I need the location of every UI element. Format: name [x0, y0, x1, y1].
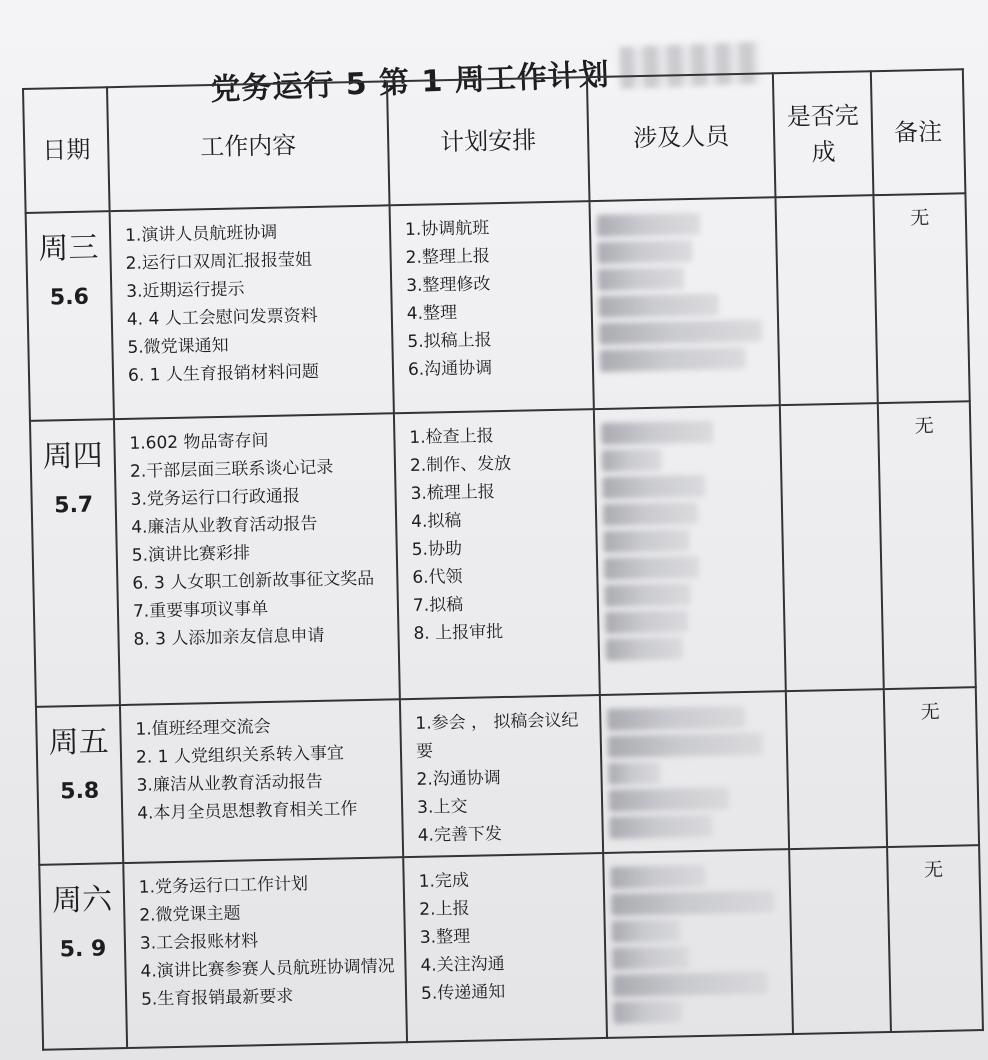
content-item: 5.微党课通知 — [127, 335, 229, 358]
redacted-name — [608, 762, 660, 785]
plan-item: 3.整理 — [419, 926, 471, 948]
content-item: 4.廉洁从业教育活动报告 — [131, 513, 318, 538]
date-cell — [30, 419, 120, 707]
header-date: 日期 — [23, 87, 110, 213]
redacted-name — [605, 583, 691, 607]
redacted-name — [597, 240, 692, 264]
plan-item: 1.完成 — [418, 870, 470, 892]
people-cell-redacted — [589, 197, 779, 409]
redacted-name — [612, 919, 681, 942]
plan-item: 4.拟稿 — [410, 510, 462, 532]
people-cell-redacted — [603, 849, 793, 1038]
content-item: 1.602 物品寄存间 — [129, 430, 269, 454]
plan-cell — [400, 695, 603, 857]
header-people: 涉及人员 — [587, 73, 776, 201]
plan-item: 4.完善下发 — [417, 824, 503, 846]
redacted-name — [613, 972, 768, 997]
content-item: 1.值班经理交流会 — [135, 716, 271, 740]
plan-item: 3.上交 — [416, 796, 468, 818]
plan-item: 2.整理上报 — [405, 246, 491, 269]
done-cell — [786, 689, 887, 849]
plan-item: 5.协助 — [411, 538, 463, 560]
content-item: 2.干部层面三联系谈心记录 — [129, 457, 334, 482]
content-cell — [120, 699, 403, 863]
plan-item: 5.拟稿上报 — [407, 330, 492, 352]
redacted-name — [612, 946, 690, 970]
plan-item: 1.协调航班 — [404, 218, 490, 241]
redacted-name — [603, 529, 689, 553]
content-cell — [123, 857, 407, 1048]
content-item: 6. 3 人女职工创新故事征文奖品 — [132, 568, 375, 594]
redacted-name — [613, 1000, 682, 1023]
plan-item: 2.上报 — [419, 898, 470, 920]
date-cell — [26, 211, 114, 421]
date-number: 5.7 — [53, 492, 94, 519]
content-item: 4.演讲比赛参赛人员航班协调情况 — [140, 956, 395, 982]
note-cell: 无 — [887, 845, 983, 1032]
done-cell — [780, 403, 884, 691]
header-done: 是否完成 — [773, 71, 874, 197]
header-note: 备注 — [871, 69, 966, 195]
content-item: 2.微党课主题 — [139, 903, 241, 926]
done-cell — [775, 195, 877, 405]
content-item: 8. 3 人添加亲友信息申请 — [133, 625, 325, 650]
content-cell — [110, 205, 394, 419]
redacted-name — [608, 733, 763, 758]
content-item: 1.演讲人员航班协调 — [124, 222, 278, 246]
content-cell — [114, 413, 400, 705]
note-cell: 无 — [873, 193, 969, 403]
redacted-name — [609, 815, 713, 839]
content-item: 4. 4 人工会慰问发票资料 — [126, 305, 318, 330]
document-title: 党务运行 5 第 1 周工作计划 — [209, 57, 611, 108]
plan-item: 3.整理修改 — [406, 274, 491, 296]
plan-cell — [394, 409, 600, 699]
table-row — [26, 193, 970, 421]
plan-item: 4.整理 — [406, 302, 458, 324]
content-item: 1.党务运行口工作计划 — [138, 874, 309, 898]
content-item: 3.廉洁从业教育活动报告 — [136, 771, 324, 796]
weekly-plan-table — [22, 68, 984, 1051]
redacted-name — [603, 502, 698, 526]
redacted-name — [606, 637, 684, 661]
content-item: 6. 1 人生育报销材料问题 — [127, 361, 320, 386]
plan-cell — [403, 853, 607, 1042]
redacted-name — [599, 320, 763, 345]
plan-item: 6.代领 — [412, 566, 463, 588]
date-number: 5.8 — [59, 778, 100, 805]
plan-item: 3.梳理上报 — [410, 482, 496, 504]
plan-item: 6.沟通协调 — [407, 358, 493, 380]
plan-item: 1.检查上报 — [409, 426, 494, 448]
redacted-name — [604, 556, 699, 580]
redacted-name — [597, 213, 701, 237]
note-cell: 无 — [884, 687, 979, 847]
plan-item: 2.沟通协调 — [416, 768, 502, 790]
content-item: 5.生育报销最新要求 — [140, 986, 294, 1010]
date-number: 5.6 — [49, 284, 90, 311]
redacted-name — [598, 293, 719, 318]
content-item: 3.工会报账材料 — [139, 931, 259, 954]
table-row — [36, 687, 979, 865]
date-cell — [36, 705, 123, 865]
content-item: 4.本月全员思想教育相关工作 — [137, 799, 358, 824]
content-item: 2.运行口双周汇报报莹姐 — [125, 249, 313, 274]
plan-item: 4.关注沟通 — [420, 954, 505, 976]
done-cell — [789, 847, 891, 1034]
plan-item: 7.拟稿 — [412, 594, 464, 616]
table-row — [39, 845, 983, 1050]
weekday: 周四 — [42, 438, 104, 475]
people-cell-redacted — [600, 691, 789, 853]
plan-item: 8. 上报审批 — [413, 622, 504, 644]
header-plan: 计划安排 — [387, 77, 590, 205]
content-item: 3.党务运行口行政通报 — [130, 486, 301, 510]
weekday: 周三 — [38, 230, 99, 267]
date-cell — [39, 863, 127, 1050]
redacted-name — [607, 706, 745, 731]
redacted-name — [610, 865, 705, 889]
weekday: 周六 — [51, 882, 113, 919]
plan-item: 2.制作、发放 — [409, 453, 512, 476]
content-item: 5.演讲比赛彩排 — [131, 543, 251, 566]
content-item: 3.近期运行提示 — [126, 279, 245, 302]
redacted-name — [602, 449, 663, 472]
table-row — [30, 401, 976, 707]
header-content: 工作内容 — [107, 81, 390, 211]
redacted-name — [598, 267, 684, 291]
redacted-name — [609, 787, 730, 812]
date-number: 5. 9 — [59, 936, 107, 963]
header-row — [23, 69, 965, 213]
plan-table-wrapper — [22, 68, 988, 1008]
note-cell: 无 — [878, 401, 976, 689]
weekday: 周五 — [48, 724, 110, 761]
plan-item: 1.参会 ， 拟稿会议纪要 — [415, 710, 579, 762]
redacted-name — [605, 610, 688, 634]
redacted-name — [611, 890, 775, 915]
content-item: 7.重要事项议事单 — [132, 598, 269, 622]
plan-cell — [390, 201, 594, 413]
content-item: 2. 1 人党组织关系转入事宜 — [135, 743, 345, 768]
redacted-name — [602, 475, 706, 499]
redacted-name — [601, 421, 713, 445]
redacted-name — [600, 347, 747, 372]
plan-item: 5.传递通知 — [420, 982, 506, 1004]
people-cell-redacted — [594, 405, 786, 695]
